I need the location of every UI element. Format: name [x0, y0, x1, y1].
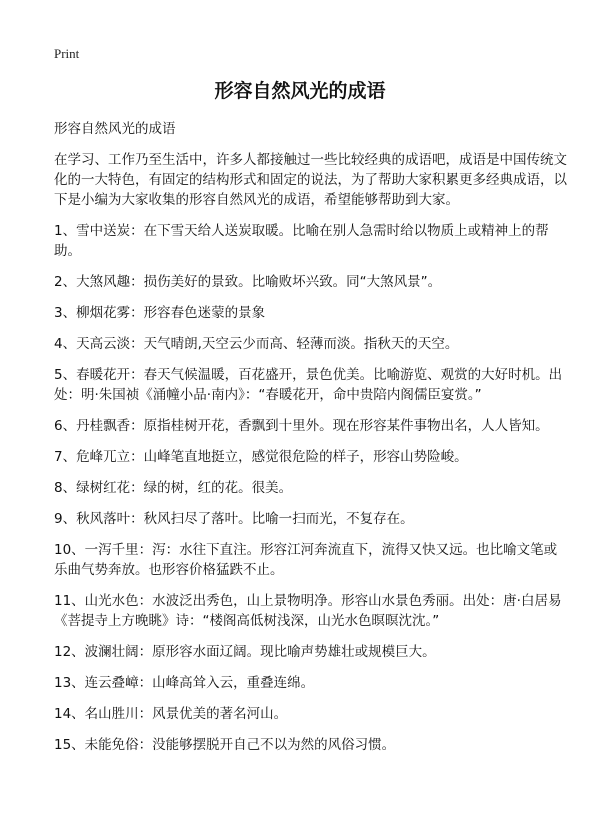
idiom-item: 11、山光水色：水波泛出秀色，山上景物明净。形容山水景色秀丽。出处：唐·白居易《菩提寺上方晚眺》诗：“楼阁高低树浅深，山光水色暝暝沈沈。” [54, 593, 562, 629]
idiom-item: 9、秋风落叶：秋风扫尽了落叶。比喻一扫而光，不复存在。 [54, 511, 414, 527]
intro-paragraph: 在学习、工作乃至生活中，许多人都接触过一些比较经典的成语吧，成语是中国传统文化的一大特色，有固定的结构形式和固定的说法，为了帮助大家积累更多经典成语，以下是小编为大家收集的形容自然风光的成语，希望能够帮助到大家。 [54, 152, 567, 208]
page-title: 形容自然风光的成语 [214, 80, 386, 102]
print-link[interactable]: Print [54, 46, 80, 61]
idiom-item: 8、绿树红花：绿的树，红的花。很美。 [54, 480, 293, 496]
idiom-item: 6、丹桂飘香：原指桂树开花，香飘到十里外。现在形容某件事物出名，人人皆知。 [54, 418, 549, 434]
idiom-item: 1、雪中送炭：在下雪天给人送炭取暖。比喻在别人急需时给以物质上或精神上的帮助。 [54, 223, 549, 259]
idiom-item: 10、一泻千里：泻：水往下直注。形容江河奔流直下，流得又快又远。也比喻文笔或乐曲气势奔放。也形容价格猛跌不止。 [54, 542, 558, 578]
idiom-item: 7、危峰兀立：山峰笔直地挺立，感觉很危险的样子，形容山势险峻。 [54, 449, 468, 465]
idiom-item: 2、大煞风趣：损伤美好的景致。比喻败坏兴致。同“大煞风景”。 [54, 274, 442, 290]
idiom-item: 14、名山胜川：风景优美的著名河山。 [54, 706, 288, 722]
idiom-item: 3、柳烟花雾：形容春色迷蒙的景象 [54, 305, 266, 321]
idiom-item: 12、波澜壮阔：原形容水面辽阔。现比喻声势雄壮或规模巨大。 [54, 644, 436, 660]
idiom-item: 5、春暖花开：春天气候温暖，百花盛开，景色优美。比喻游览、观赏的大好时机。出处：明·朱国祯《涌幢小品·南内》：“春暖花开，命中贵陪内阁儒臣宴赏。” [54, 367, 563, 403]
idiom-item: 4、天高云淡：天气晴朗,天空云少而高、轻薄而淡。指秋天的天空。 [54, 336, 459, 352]
idiom-item: 15、未能免俗：没能够摆脱开自己不以为然的风俗习惯。 [54, 737, 396, 753]
article-body [54, 150, 568, 766]
article-subtitle: 形容自然风光的成语 [54, 121, 176, 137]
idiom-item: 13、连云叠嶂：山峰高耸入云，重叠连绵。 [54, 675, 315, 691]
